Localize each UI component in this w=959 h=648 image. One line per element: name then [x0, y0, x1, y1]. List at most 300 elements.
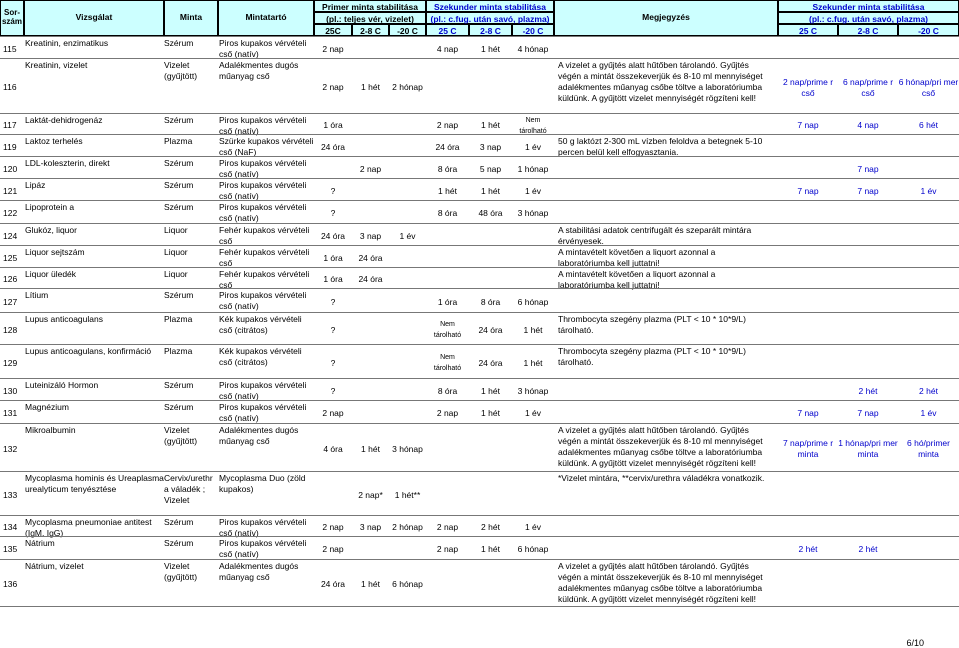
cell-s25: Nem tárolható: [433, 321, 462, 339]
cell-tube: Piros kupakos vérvételi cső (natív): [219, 290, 307, 311]
cell-note: Thrombocyta szegény plazma (PLT < 10 * 10*9/L) tárolható.: [558, 314, 746, 335]
cell-test: Luteinizáló Hormon: [25, 380, 99, 390]
cell-tube: Adalékmentes dugós műanyag cső: [219, 60, 299, 81]
cell-p25: ?: [330, 385, 336, 396]
cell-e28: [838, 38, 898, 60]
row-divider: [0, 536, 959, 537]
cell-p20: [389, 247, 426, 269]
cell-s20: [512, 561, 554, 608]
cell-e28: 7 nap: [857, 163, 879, 174]
cell-note: [558, 38, 774, 60]
cell-p25: 2 nap: [322, 544, 344, 554]
cell-e25: 7 nap: [797, 408, 819, 418]
cell-tube: Fehér kupakos vérvételi cső: [219, 269, 310, 290]
row-divider: [0, 559, 959, 560]
cell-s28: 1 hét: [481, 120, 500, 130]
cell-p28: [352, 538, 389, 561]
cell-sample: Szérum: [164, 180, 194, 190]
row-divider: [0, 515, 959, 516]
cell-num: 135: [3, 544, 18, 554]
cell-sample: Szérum: [164, 115, 194, 125]
cell-e28: [838, 269, 898, 290]
cell-e25: 2 nap/prime r cső: [782, 76, 834, 98]
header-primer-title: Primer minta stabilitása: [314, 0, 426, 12]
cell-e25: [778, 314, 838, 346]
header-sorszam: Sor-szám: [0, 0, 24, 36]
cell-s20: [512, 425, 554, 473]
cell-note: *Vizelet mintára, **cervix/urethra váladékra vonatkozik.: [558, 473, 765, 483]
cell-test: Lupus anticoagulans, konfirmáció: [25, 346, 152, 356]
cell-s20: 6 hónap: [517, 544, 549, 554]
cell-sample: Liquor: [164, 269, 188, 279]
cell-sample: Plazma: [164, 346, 193, 356]
cell-p28: 2 nap*: [358, 489, 383, 500]
cell-p20: [389, 158, 426, 180]
row-divider: [0, 378, 959, 379]
cell-p28: 24 óra: [358, 274, 383, 284]
cell-p28: 1 hét: [361, 82, 380, 92]
cell-sample: Liquor: [164, 247, 188, 257]
cell-e20: [898, 561, 959, 608]
cell-note: [558, 538, 774, 561]
cell-p20: [389, 380, 426, 402]
cell-p28: [352, 402, 389, 425]
cell-p20: 1 év: [399, 230, 416, 241]
row-divider: [0, 156, 959, 157]
cell-e28: [838, 202, 898, 225]
cell-s25: 8 óra: [437, 208, 458, 218]
cell-e25: [778, 269, 838, 290]
cell-s20: 3 hónap: [517, 385, 549, 396]
cell-p25: 2 nap: [322, 82, 344, 92]
row-divider: [0, 312, 959, 313]
cell-test: Kreatinin, vizelet: [25, 60, 88, 70]
cell-test: Nátrium: [25, 538, 55, 548]
cell-note: A vizelet a gyűjtés alatt hűtőben tárolandó. Gyűjtés végén a mintát összekeverjük és 8-10 ml mennyiséget adalékmentes műanyag csőbe töltve a laboratóriumba küldünk. A gyűjtött vizelet mennyiségét rögzíteni kell!: [558, 561, 763, 604]
cell-p25: ?: [330, 296, 336, 307]
cell-s20: [512, 269, 554, 290]
row-divider: [0, 36, 959, 37]
cell-e25: [778, 561, 838, 608]
cell-e25: [778, 247, 838, 269]
cell-sample: Szérum: [164, 158, 194, 168]
cell-s20: [512, 225, 554, 247]
cell-note: A vizelet a gyűjtés alatt hűtőben tárolandó. Gyűjtés végén a mintát összekeverjük és 8-10 ml mennyiséget adalékmentes műanyag csőbe töltve a laboratóriumba küldünk. A gyűjtött vizelet mennyiségét rögzíteni kell!: [558, 60, 763, 103]
row-divider: [0, 400, 959, 401]
cell-s25: 8 óra: [437, 385, 458, 396]
cell-e20: [898, 346, 959, 380]
cell-s28: 2 hét: [481, 522, 500, 532]
cell-s25: 2 nap: [436, 120, 459, 130]
cell-s25: 2 nap: [436, 408, 459, 418]
cell-p25: 24 óra: [320, 579, 346, 589]
cell-e20: [898, 202, 959, 225]
cell-s28: 1 hét: [481, 408, 500, 418]
cell-s25: 24 óra: [435, 141, 460, 152]
cell-s20: 1 hónap: [517, 163, 549, 174]
cell-test: Lupus anticoagulans: [25, 314, 103, 324]
cell-tube: Kék kupakos vérvételi cső (citrátos): [219, 314, 302, 335]
cell-s25: [426, 247, 469, 269]
cell-s20: [512, 473, 554, 517]
header-szekunder2-title: Szekunder minta stabilitása: [778, 0, 959, 12]
cell-p20: [389, 115, 426, 136]
header-szekunder2-col: -20 C: [898, 24, 959, 36]
cell-p25: 24 óra: [320, 230, 346, 241]
cell-p25: 1 óra: [323, 252, 343, 263]
cell-s25: 1 hét: [438, 185, 457, 196]
cell-e20: 6 hét: [919, 120, 938, 130]
header-szekunder-col: -20 C: [512, 24, 554, 36]
cell-num: 119: [3, 141, 17, 152]
row-divider: [0, 606, 959, 607]
cell-note: 50 g laktózt 2-300 mL vízben feloldva a betegnek 5-10 percen belül kell elfogyasztania.: [558, 136, 763, 157]
cell-e20: [898, 247, 959, 269]
cell-s25: [426, 60, 469, 115]
cell-sample: Szérum: [164, 38, 194, 48]
cell-e20: [898, 225, 959, 247]
cell-e28: [838, 247, 898, 269]
cell-sample: Szérum: [164, 402, 194, 412]
cell-note: [558, 202, 774, 225]
cell-sample: Liquor: [164, 225, 188, 235]
cell-test: Magnézium: [25, 402, 69, 412]
cell-test: Laktoz terhelés: [25, 136, 83, 146]
cell-s20: 1 év: [524, 141, 542, 152]
cell-s28: 24 óra: [478, 357, 503, 368]
row-divider: [0, 113, 959, 114]
row-divider: [0, 58, 959, 59]
cell-e25: 7 nap: [797, 120, 819, 130]
cell-test: Lipoprotein a: [25, 202, 75, 212]
row-divider: [0, 245, 959, 246]
cell-sample: Vizelet (gyűjtött): [164, 561, 198, 582]
cell-num: 125: [3, 252, 18, 263]
cell-num: 127: [3, 296, 18, 307]
cell-p20: 2 hónap: [392, 82, 423, 92]
cell-e28: 7 nap: [857, 185, 879, 196]
cell-s25: [426, 473, 469, 517]
cell-p20: [389, 38, 426, 60]
cell-test: Kreatinin, enzimatikus: [25, 38, 109, 48]
cell-tube: Piros kupakos vérvételi cső (natív): [219, 38, 307, 59]
cell-s20: [512, 247, 554, 269]
cell-e25: [778, 202, 838, 225]
cell-note: A stabilitási adatok centrifugált és szeparált mintára érvényesek.: [558, 225, 752, 246]
cell-tube: Piros kupakos vérvételi cső (natív): [219, 380, 307, 401]
cell-s20: 6 hónap: [517, 296, 549, 307]
cell-num: 117: [3, 120, 17, 130]
cell-s28: [469, 247, 512, 269]
cell-p20: 2 hónap: [392, 522, 423, 532]
cell-note: [558, 180, 774, 202]
cell-e20: 6 hó/primer minta: [907, 438, 950, 459]
row-divider: [0, 223, 959, 224]
cell-p28: [352, 314, 389, 346]
cell-p20: [389, 346, 426, 380]
cell-sample: Szérum: [164, 380, 194, 390]
cell-s20: 1 hét: [523, 357, 543, 368]
cell-e25: [778, 346, 838, 380]
cell-tube: Piros kupakos vérvételi cső (natív): [219, 180, 307, 201]
row-divider: [0, 178, 959, 179]
cell-p20: [389, 269, 426, 290]
cell-num: 116: [3, 82, 17, 92]
cell-sample: Cervix/urethr a váladék ; Vizelet: [164, 473, 213, 505]
cell-e28: 6 nap/prime r cső: [842, 76, 894, 98]
cell-s28: [469, 561, 512, 608]
cell-s25: 8 óra: [437, 163, 458, 174]
cell-num: 134: [3, 522, 18, 532]
cell-p25: [314, 473, 352, 517]
cell-p28: [352, 290, 389, 314]
cell-tube: Adalékmentes dugós műanyag cső: [219, 425, 299, 446]
cell-note: A mintavételt követően a liquort azonnal a laboratóriumba kell juttatni!: [558, 247, 716, 268]
cell-p25: 2 nap: [322, 408, 344, 418]
cell-num: 128: [3, 324, 18, 335]
cell-e25: 7 nap: [797, 185, 819, 196]
cell-e20: [898, 136, 959, 158]
cell-note: Thrombocyta szegény plazma (PLT < 10 * 10*9/L) tárolható.: [558, 346, 746, 367]
header-szekunder2-col: 25 C: [778, 24, 838, 36]
cell-s28: [469, 425, 512, 473]
cell-p25: ?: [330, 208, 336, 218]
header-szekunder-sub: (pl.: c.fug. után savó, plazma): [426, 12, 554, 24]
cell-e28: [838, 346, 898, 380]
row-divider: [0, 344, 959, 345]
cell-p28: [352, 38, 389, 60]
cell-e28: 4 nap: [857, 120, 879, 130]
row-divider: [0, 288, 959, 289]
cell-p25: ?: [330, 357, 336, 368]
cell-num: 136: [3, 579, 18, 589]
cell-p25: ?: [330, 324, 336, 335]
row-divider: [0, 267, 959, 268]
cell-s20: Nem tárolható: [519, 116, 547, 135]
cell-tube: Piros kupakos vérvételi cső (natív): [219, 202, 307, 223]
cell-p20: [389, 290, 426, 314]
cell-e20: [898, 473, 959, 517]
cell-e28: 2 hét: [858, 385, 878, 396]
cell-test: Mycoplasma hominis és Ureaplasma urealyticum tenyésztése: [25, 473, 164, 494]
cell-s28: 24 óra: [478, 324, 503, 335]
cell-e28: [838, 136, 898, 158]
cell-s28: 1 hét: [481, 544, 500, 554]
header-megjegyzes: Megjegyzés: [554, 0, 778, 36]
cell-e20: [898, 38, 959, 60]
cell-p25: 2 nap: [322, 522, 344, 532]
cell-p28: 24 óra: [358, 252, 383, 263]
cell-s25: 4 nap: [436, 43, 459, 54]
cell-p25: ?: [330, 185, 336, 196]
cell-s28: 8 óra: [480, 296, 501, 307]
cell-p28: [352, 346, 389, 380]
cell-p28: [352, 115, 389, 136]
cell-s25: 2 nap: [436, 544, 459, 554]
cell-num: 130: [3, 385, 18, 396]
cell-s20: 1 év: [524, 185, 542, 196]
page-number: 6/10: [906, 638, 924, 648]
cell-e28: [838, 561, 898, 608]
cell-e28: [838, 290, 898, 314]
cell-e25: [778, 225, 838, 247]
cell-test: Lítium: [25, 290, 49, 300]
cell-num: 122: [3, 208, 18, 218]
cell-tube: Piros kupakos vérvételi cső (natív): [219, 402, 307, 423]
cell-s25: [426, 225, 469, 247]
cell-e20: [898, 290, 959, 314]
cell-e28: 1 hónap/pri mer minta: [838, 438, 898, 459]
cell-e25: [778, 290, 838, 314]
cell-num: 121: [3, 185, 18, 196]
cell-p20: [389, 314, 426, 346]
cell-num: 126: [3, 274, 18, 284]
row-divider: [0, 471, 959, 472]
cell-e25: [778, 38, 838, 60]
cell-e20: 6 hónap/pri mer cső: [898, 76, 959, 98]
cell-tube: Adalékmentes dugós műanyag cső: [219, 561, 299, 582]
cell-s28: [469, 473, 512, 517]
cell-e25: [778, 136, 838, 158]
header-szekunder2-col: 2-8 C: [838, 24, 898, 36]
header-szekunder-title: Szekunder minta stabilitása: [426, 0, 554, 12]
cell-p20: [389, 538, 426, 561]
cell-e20: 1 év: [920, 185, 937, 196]
cell-test: Laktát-dehidrogenáz: [25, 115, 103, 125]
cell-s28: [469, 269, 512, 290]
cell-tube: Kék kupakos vérvételi cső (citrátos): [219, 346, 302, 367]
cell-p20: [389, 180, 426, 202]
cell-s20: 4 hónap: [517, 43, 549, 54]
cell-s28: [469, 225, 512, 247]
cell-e25: [778, 380, 838, 402]
cell-e28: 2 hét: [858, 544, 878, 554]
cell-s20: 3 hónap: [517, 208, 549, 218]
cell-p20: 6 hónap: [392, 579, 423, 589]
cell-s25: [426, 561, 469, 608]
cell-p20: [389, 202, 426, 225]
cell-note: [558, 402, 774, 425]
cell-num: 133: [3, 489, 18, 500]
cell-sample: Szérum: [164, 538, 194, 548]
cell-s20: 1 év: [524, 522, 542, 532]
cell-e20: 1 év: [920, 408, 937, 418]
header-primer-sub: (pl.: teljes vér, vizelet): [314, 12, 426, 24]
cell-e28: [838, 225, 898, 247]
cell-p20: [389, 136, 426, 158]
cell-p25: 4 óra: [323, 443, 343, 454]
cell-p28: 1 hét: [361, 579, 380, 589]
cell-e20: [898, 517, 959, 538]
cell-num: 120: [3, 163, 18, 174]
cell-p28: 1 hét: [361, 443, 380, 454]
row-divider: [0, 423, 959, 424]
cell-e20: 2 hét: [919, 385, 938, 396]
cell-note: [558, 380, 774, 402]
cell-s20: 1 év: [524, 408, 542, 418]
cell-sample: Vizelet (gyűjtött): [164, 60, 198, 81]
cell-sample: Plazma: [164, 314, 193, 324]
cell-e20: [898, 314, 959, 346]
header-primer-col: 2-8 C: [352, 24, 389, 36]
cell-test: Glukóz, liquor: [25, 225, 77, 235]
cell-e20: [898, 158, 959, 180]
cell-s28: 48 óra: [478, 208, 503, 218]
cell-e25: 2 hét: [798, 544, 818, 554]
header-primer-col: 25C: [314, 24, 352, 36]
cell-sample: Szérum: [164, 202, 194, 212]
cell-sample: Szérum: [164, 290, 194, 300]
cell-s20: [512, 60, 554, 115]
cell-sample: Szérum: [164, 517, 194, 527]
header-szekunder-col: 25 C: [426, 24, 469, 36]
cell-s28: [469, 60, 512, 115]
cell-e25: [778, 158, 838, 180]
header-minta: Minta: [164, 0, 218, 36]
cell-p20: 3 hónap: [392, 443, 423, 454]
cell-tube: Mycoplasma Duo (zöld kupakos): [219, 473, 306, 494]
cell-e20: [898, 269, 959, 290]
cell-e25: 7 nap/prime r minta: [782, 438, 834, 459]
cell-num: 129: [3, 357, 18, 368]
cell-s28: 1 hét: [481, 185, 500, 196]
cell-e25: [778, 473, 838, 517]
cell-p25: [314, 158, 352, 180]
cell-e28: 7 nap: [857, 408, 879, 418]
cell-p28: [352, 380, 389, 402]
cell-num: 115: [3, 43, 17, 54]
cell-note: [558, 115, 774, 136]
cell-s20: 1 hét: [523, 324, 543, 335]
cell-e25: [778, 517, 838, 538]
cell-test: Nátrium, vizelet: [25, 561, 84, 571]
cell-s25: 2 nap: [436, 522, 459, 532]
cell-test: Liquor sejtszám: [25, 247, 85, 257]
cell-test: Mikroalbumin: [25, 425, 76, 435]
cell-p28: 2 nap: [359, 163, 382, 174]
cell-s25: [426, 269, 469, 290]
cell-num: 124: [3, 230, 18, 241]
header-mintatarto: Mintatartó: [218, 0, 314, 36]
row-divider: [0, 200, 959, 201]
cell-s28: 3 nap: [479, 141, 502, 152]
cell-tube: Piros kupakos vérvételi cső (natív): [219, 517, 307, 538]
row-divider: [0, 134, 959, 135]
cell-p28: [352, 136, 389, 158]
cell-tube: Fehér kupakos vérvételi cső: [219, 225, 310, 246]
cell-s28: 5 nap: [479, 163, 502, 174]
cell-p28: [352, 202, 389, 225]
cell-test: LDL-koleszterin, direkt: [25, 158, 110, 168]
cell-s25: Nem tárolható: [433, 354, 462, 372]
cell-sample: Vizelet (gyűjtött): [164, 425, 198, 446]
cell-tube: Piros kupakos vérvételi cső (natív): [219, 538, 307, 559]
cell-p25: 24 óra: [320, 141, 346, 152]
cell-test: Lipáz: [25, 180, 46, 190]
cell-num: 131: [3, 408, 18, 418]
cell-test: Liquor üledék: [25, 269, 77, 279]
cell-sample: Plazma: [164, 136, 193, 146]
cell-test: Mycoplasma pneumoniae antitest (IgM, IgG): [25, 517, 152, 538]
cell-p28: 3 nap: [359, 230, 382, 241]
header-szekunder-col: 2-8 C: [469, 24, 512, 36]
cell-note: [558, 517, 774, 538]
cell-p28: [352, 180, 389, 202]
cell-p25: 2 nap: [322, 43, 344, 54]
cell-s28: 1 hét: [481, 385, 500, 396]
cell-s28: 1 hét: [481, 43, 500, 54]
header-vizsgalat: Vizsgálat: [24, 0, 164, 36]
